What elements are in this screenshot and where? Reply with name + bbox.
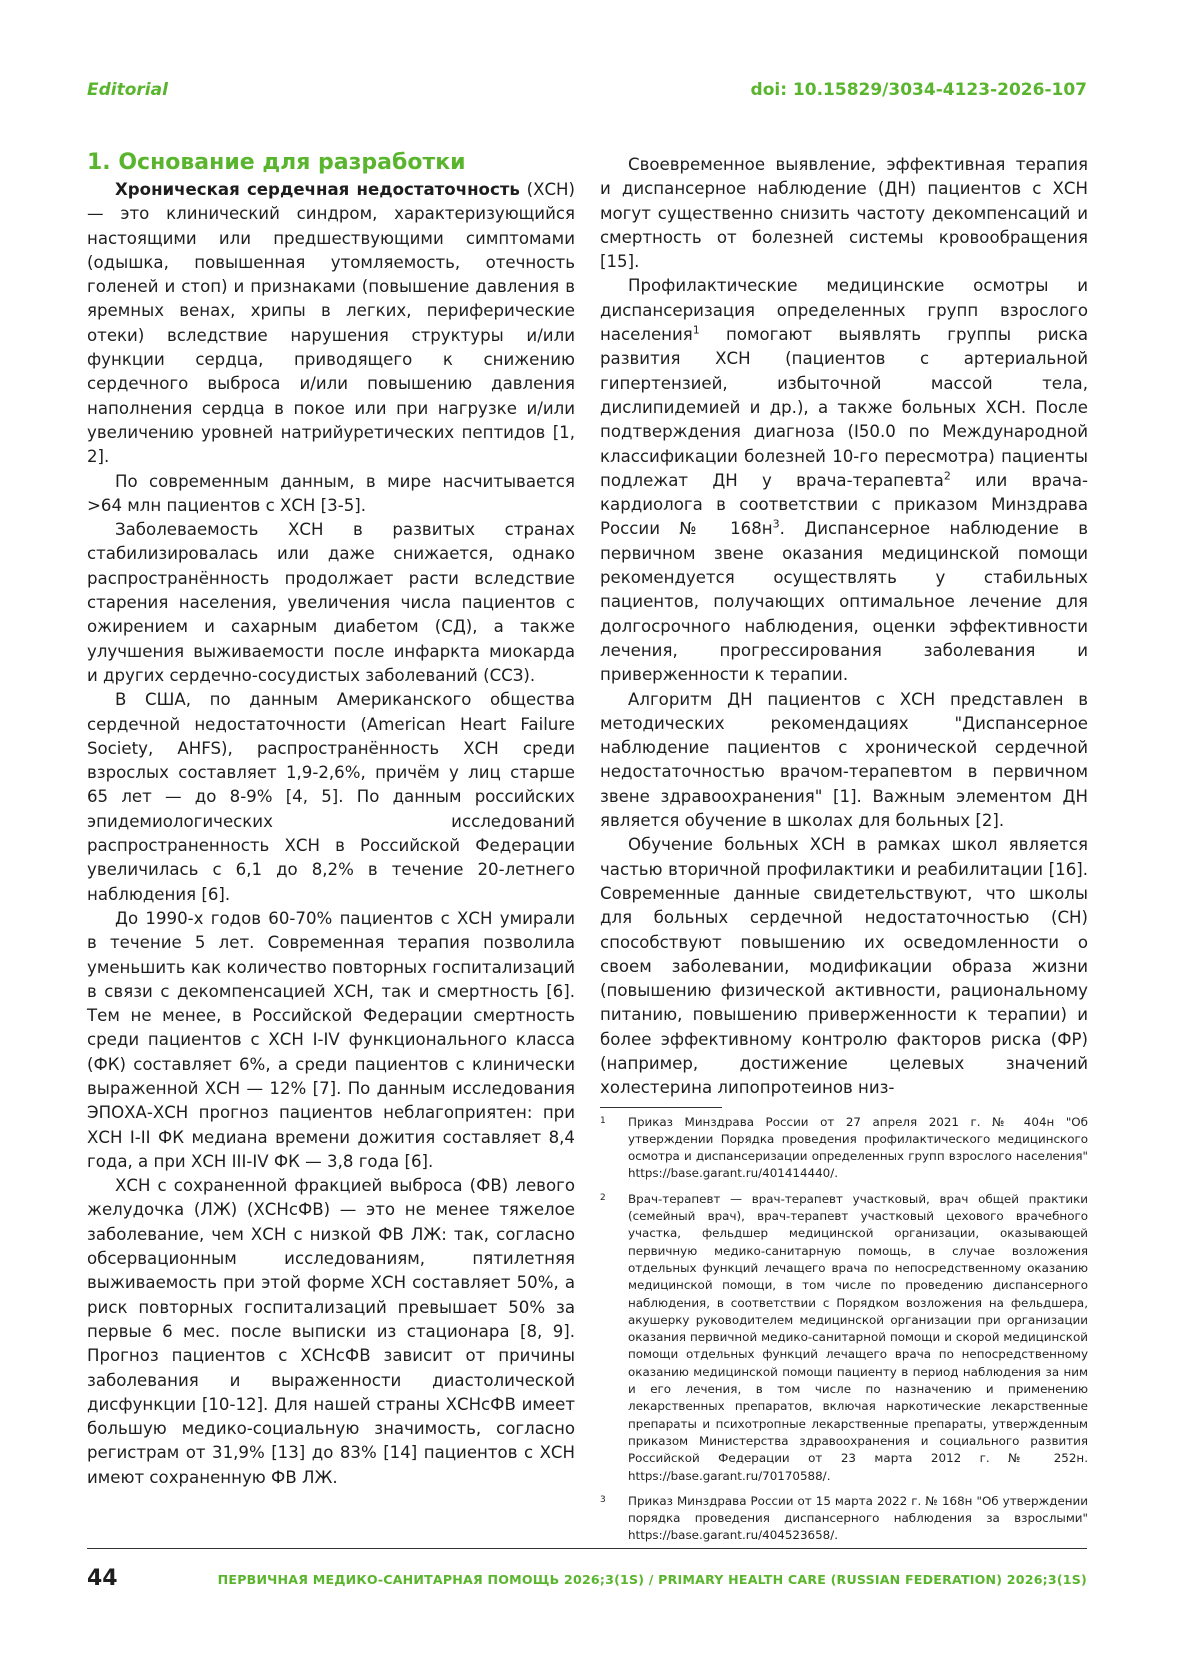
footnote-ref-3[interactable]: 3 <box>772 517 780 531</box>
footnote <box>600 1191 1088 1485</box>
paragraph: Заболеваемость ХСН в развитых странах стабилизировалась или даже снижается, однако распространённость продолжает расти вследствие старения населения, увеличения числа пациентов с ожирением и сахарным диабетом (СД), а также улучшения выживаемости после инфаркта миокарда и других сердечно-сосудистых заболеваний (ССЗ). <box>87 520 575 685</box>
footnote-ref-2[interactable]: 2 <box>943 469 951 483</box>
journal-title: ПЕРВИЧНАЯ МЕДИКО-САНИТАРНАЯ ПОМОЩЬ 2026;3(1S) / PRIMARY HEALTH CARE (RUSSIAN FEDERATION) 2026;3(1S) <box>217 1572 1087 1587</box>
paragraph: До 1990-х годов 60-70% пациентов с ХСН умирали в течение 5 лет. Современная терапия позволила уменьшить как количество повторных госпитализаций в связи с декомпенсацией ХСН, так и смертность [6]. Тем не менее, в Российской Федерации смертность среди пациентов с ХСН I-IV функционального класса (ФК) составляет 6%, а среди пациентов с клинически выраженной ХСН — 12% [7]. По данным исследования ЭПОХА-ХСН прогноз пациентов неблагоприятен: при ХСН I-II ФК медиана времени дожития составляет 8,4 года, а при ХСН III-IV ФК — 3,8 года [6]. <box>87 908 575 1171</box>
footnote-text: Приказ Минздрава России от 15 марта 2022 г. № 168н "Об утверждении порядка проведения диспансерного наблюдения за взрослыми" https://base.garant.ru/404523658/. <box>628 1493 1088 1543</box>
page-number: 44 <box>87 1566 118 1591</box>
paragraph: В США, по данным Американского общества сердечной недостаточности (American Heart Failure Society, AHFS), распространённость ХСН среди взрослых составляет 1,9-2,6%, причём у лиц старше 65 лет — до 8-9% [4, 5]. По данным российских эпидемиологических исследований распространенность ХСН в Российской Федерации увеличилась с 6,1 до 8,2% в течение 20-летнего наблюдения [6]. <box>87 690 575 904</box>
footnote <box>600 1493 1088 1545</box>
footnote <box>600 1114 1088 1183</box>
paragraph: Хроническая сердечная недостаточность (ХСН) — это клинический синдром, характеризующийся настоящими или предшествующими симптомами (одышка, повышенная утомляемость, отечность голеней и стоп) и признаками (повышение давления в яремных венах, хрипы в легких, периферические отеки) вследствие нарушения структуры и/или функции сердца, приводящего к снижению сердечного выброса и/или повышению давления наполнения сердца в покое или при нагрузке и/или увеличению уровней натрийуретических пептидов [1, 2]. <box>87 180 576 467</box>
footnote-divider <box>600 1107 722 1108</box>
paragraph: Своевременное выявление, эффективная терапия и диспансерное наблюдение (ДН) пациентов с ХСН могут существенно снизить частоту декомпенсаций и смертность от болезней системы кровообращения [15]. <box>600 155 1088 272</box>
footnote-ref-1[interactable]: 1 <box>692 323 700 337</box>
section-heading: 1. Основание для разработки <box>87 150 466 175</box>
paragraph: По современным данным, в мире насчитывается >64 млн пациентов с ХСН [3-5]. <box>87 471 575 515</box>
footnote-text: Приказ Минздрава России от 27 апреля 2021 г. № 404н "Об утверждении Порядка проведения профилактического медицинского осмотра и диспансеризации определенных групп взрослого населения" https://base.garant.ru/401414440/. <box>628 1114 1088 1181</box>
section-label: Editorial <box>87 80 168 100</box>
paragraph: Обучение больных ХСН в рамках школ является частью вторичной профилактики и реабилитации [16]. Современные данные свидетельствуют, что школы для больных сердечной недостаточностью (СН) способствуют повышению их осведомленности о своем заболевании, модификации образа жизни (повышению физической активности, рациональному питанию, повышению приверженности к терапии) и более эффективному контролю факторов риска (ФР) (например, достижение целевых значений холестерина липопротеинов низ- <box>600 835 1088 1098</box>
paragraph: Алгоритм ДН пациентов с ХСН представлен в методических рекомендациях "Диспансерное наблюдение пациентов с хронической сердечной недостаточностью врачом-терапевтом в первичном звене здравоохранения" [1]. Важным элементом ДН является обучение в школах для больных [2]. <box>600 689 1088 831</box>
left-column <box>87 150 575 1490</box>
paragraph: ХСН с сохраненной фракцией выброса (ФВ) левого желудочка (ЛЖ) (ХСНсФВ) — это не менее тяжелое заболевание, чем ХСН с низкой ФВ ЛЖ: так, согласно обсервационным исследованиям, пятилетняя выживаемость при этой форме ХСН составляет 50%, а риск повторных госпитализаций превышает 50% за первые 6 мес. после выписки из стационара [8, 9]. Прогноз пациентов с ХСНсФВ зависит от причины заболевания и выраженности диастолической дисфункции [10-12]. Для нашей страны ХСНсФВ имеет большую медико-социальную значимость, согласно регистрам от 31,9% [13] до 83% [14] пациентов с ХСН имеют сохраненную ФВ ЛЖ. <box>87 1176 575 1487</box>
footnote-number: 3 <box>600 1494 606 1505</box>
right-column <box>600 153 1088 1553</box>
term-definition: Хроническая сердечная недостаточность <box>115 180 520 199</box>
footer-divider <box>87 1548 1087 1549</box>
paragraph: Профилактические медицинские осмотры и диспансеризация определенных групп взрослого населения$^1$ помогают выявлять группы риска развития ХСН (пациентов с артериальной гипертензией, избыточной массой тела, дислипидемией и др.), а также больных ХСН. После подтверждения диагноза (I50.0 по Международной классификации болезней 10-го пересмотра) пациенты подлежат ДН у врача-терапевта$^2$ или врача-кардиолога в соответствии с приказом Минздрава России № $168н^3$. Диспансерное наблюдение в первичном звене оказания медицинской помощи рекомендуется осуществлять у стабильных пациентов, получающих оптимальное лечение для долгосрочного наблюдения, оценки эффективности лечения, прогрессирования заболевания и приверженности к терапии. <box>600 276 1088 685</box>
footnote-number: 2 <box>600 1192 606 1203</box>
footnote-number: 1 <box>600 1115 606 1126</box>
footnote-text: Врач-терапевт — врач-терапевт участковый, врач общей практики (семейный врач), врач-терапевт участковый цехового врачебного участка, фельдшер медицинской организации, оказывающей первичную медико-санитарную помощь, в случае возложения отдельных функций лечащего врача по непосредственному оказанию медицинской помощи, в том числе по проведению диспансерного наблюдения, в соответствии с Порядком возложения на фельдшера, акушерку руководителем медицинской организации при организации оказания первичной медико-санитарной помощи и скорой медицинской помощи отдельных функций лечащего врача по непосредственному оказанию медицинской помощи пациенту в период наблюдения за ним и его лечения, в том числе по назначению и применению лекарственных препаратов, включая наркотические лекарственные препараты и психотропные лекарственные препараты, утвержденным приказом Министерства здравоохранения и социального развития Российской Федерации от 23 марта 2012 г. № 252н. https://base.garant.ru/70170588/. <box>628 1191 1088 1483</box>
doi-link[interactable]: doi: 10.15829/3034-4123-2026-107 <box>750 80 1087 100</box>
